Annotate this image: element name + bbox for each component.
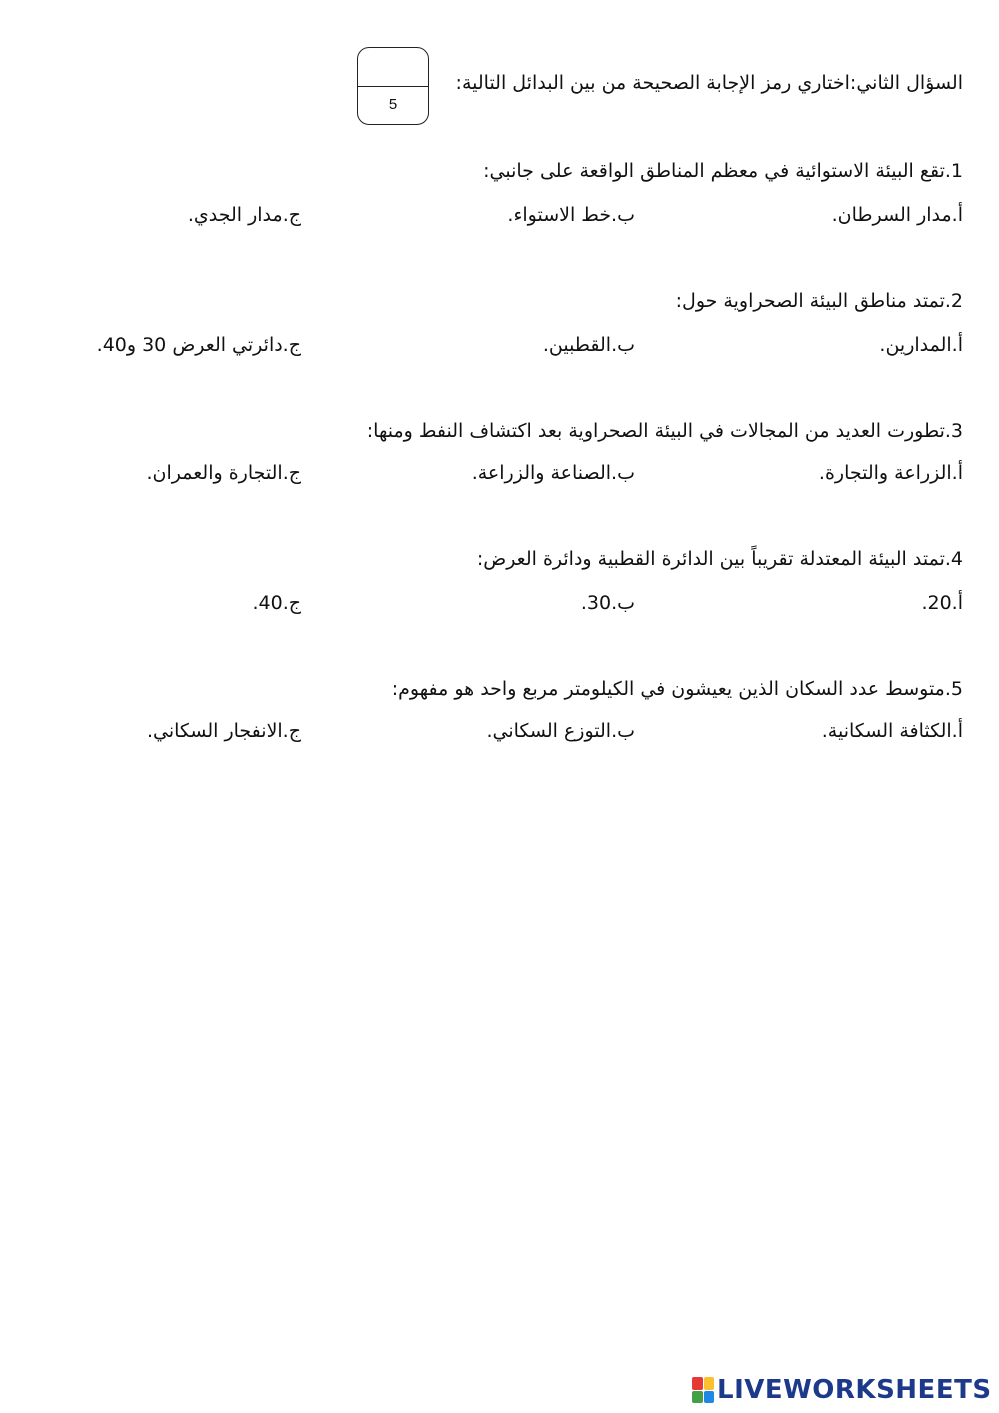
q5-option-b[interactable]: ب.التوزع السكاني. (486, 720, 635, 742)
question-2: 2.تمتد مناطق البيئة الصحراوية حول: (675, 290, 963, 312)
q2-option-a[interactable]: أ.المدارين. (879, 334, 963, 356)
logo-mark-cell (692, 1391, 703, 1404)
q1-option-c[interactable]: ج.مدار الجدي. (187, 204, 301, 226)
liveworksheets-logo (692, 1373, 992, 1407)
logo-text: LIVEWORKSHEETS (717, 1375, 992, 1405)
logo-mark-cell (704, 1377, 715, 1390)
q4-option-b[interactable]: ب.30. (580, 592, 635, 614)
q5-option-c[interactable]: ج.الانفجار السكاني. (146, 720, 301, 742)
q2-option-c[interactable]: ج.دائرتي العرض 30 و40. (96, 334, 301, 356)
question-1: 1.تقع البيئة الاستوائية في معظم المناطق الواقعة على جانبي: (483, 160, 963, 182)
question-3: 3.تطورت العديد من المجالات في البيئة الصحراوية بعد اكتشاف النفط ومنها: (366, 420, 963, 442)
question-5: 5.متوسط عدد السكان الذين يعيشون في الكيلومتر مربع واحد هو مفهوم: (391, 678, 963, 700)
liveworksheets-logo-icon (692, 1377, 714, 1403)
q2-option-b[interactable]: ب.القطبين. (542, 334, 635, 356)
question-4: 4.تمتد البيئة المعتدلة تقريباً بين الدائرة القطبية ودائرة العرض: (476, 548, 963, 570)
q3-option-b[interactable]: ب.الصناعة والزراعة. (471, 462, 635, 484)
logo-mark-cell (704, 1391, 715, 1404)
section-heading: السؤال الثاني:اختاري رمز الإجابة الصحيحة من بين البدائل التالية: (455, 72, 963, 94)
q3-option-a[interactable]: أ.الزراعة والتجارة. (818, 462, 963, 484)
q3-option-c[interactable]: ج.التجارة والعمران. (146, 462, 301, 484)
q4-option-c[interactable]: ج.40. (252, 592, 301, 614)
q4-option-a[interactable]: أ.20. (921, 592, 963, 614)
score-box-divider (358, 86, 428, 87)
q1-option-b[interactable]: ب.خط الاستواء. (507, 204, 635, 226)
q5-option-a[interactable]: أ.الكثافة السكانية. (821, 720, 963, 742)
score-box (357, 47, 429, 125)
logo-mark-cell (692, 1377, 703, 1390)
q1-option-a[interactable]: أ.مدار السرطان. (831, 204, 963, 226)
score-value: 5 (388, 96, 398, 113)
